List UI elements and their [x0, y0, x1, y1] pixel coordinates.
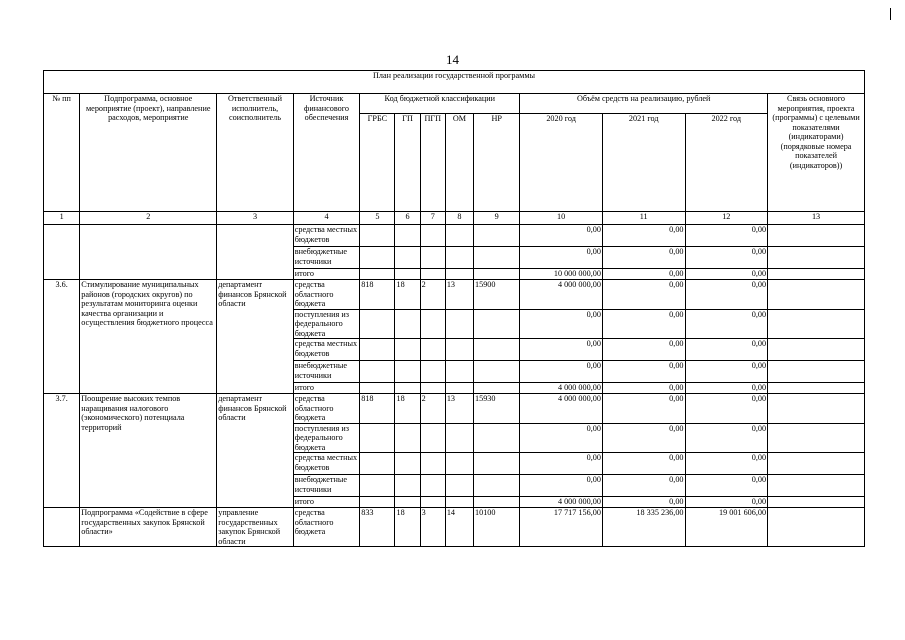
source-cell: внебюджетные источники	[293, 475, 359, 497]
source-cell: поступления из федерального бюджета	[293, 309, 359, 339]
code-pgp-cell: 2	[420, 280, 445, 310]
code-nr-cell	[474, 225, 520, 247]
amount-2020-cell: 4 000 000,00	[520, 497, 603, 508]
code-grbs-cell	[360, 383, 395, 394]
code-pgp-cell: 3	[420, 508, 445, 547]
link-cell	[768, 269, 865, 280]
code-gp-cell	[395, 361, 420, 383]
code-nr-cell	[474, 309, 520, 339]
code-nr-cell	[474, 383, 520, 394]
amount-2022-cell: 0,00	[685, 394, 768, 424]
amount-2021-cell: 0,00	[602, 361, 685, 383]
code-om-cell	[445, 423, 473, 453]
code-gp-cell	[395, 453, 420, 475]
header-year-2022: 2022 год	[685, 114, 768, 212]
code-gp-cell	[395, 475, 420, 497]
source-cell: средства местных бюджетов	[293, 453, 359, 475]
link-cell	[768, 497, 865, 508]
row-responsible: управление государственных закупок Брянской области	[217, 508, 294, 547]
implementation-plan-table	[43, 70, 865, 547]
code-om-cell	[445, 339, 473, 361]
amount-2020-cell: 0,00	[520, 225, 603, 247]
amount-2020-cell: 17 717 156,00	[520, 508, 603, 547]
code-gp-cell	[395, 269, 420, 280]
amount-2022-cell: 0,00	[685, 339, 768, 361]
amount-2022-cell: 0,00	[685, 423, 768, 453]
code-nr-cell	[474, 453, 520, 475]
row-name	[80, 225, 217, 280]
amount-2021-cell: 0,00	[602, 394, 685, 424]
link-cell	[768, 475, 865, 497]
link-cell	[768, 339, 865, 361]
code-grbs-cell: 818	[360, 394, 395, 424]
link-cell	[768, 247, 865, 269]
header-year-2021: 2021 год	[602, 114, 685, 212]
column-number: 13	[768, 212, 865, 225]
code-grbs-cell: 833	[360, 508, 395, 547]
amount-2020-cell: 0,00	[520, 361, 603, 383]
amount-2021-cell: 0,00	[602, 269, 685, 280]
column-number: 6	[395, 212, 420, 225]
source-cell: средства областного бюджета	[293, 280, 359, 310]
table-row	[44, 508, 865, 547]
link-cell	[768, 225, 865, 247]
table-row	[44, 280, 865, 310]
source-cell: итого	[293, 269, 359, 280]
code-grbs-cell	[360, 339, 395, 361]
code-grbs-cell: 818	[360, 280, 395, 310]
code-nr-cell	[474, 269, 520, 280]
link-cell	[768, 361, 865, 383]
amount-2021-cell: 0,00	[602, 339, 685, 361]
code-om-cell	[445, 497, 473, 508]
amount-2022-cell: 0,00	[685, 475, 768, 497]
code-nr-cell: 10100	[474, 508, 520, 547]
code-nr-cell	[474, 475, 520, 497]
code-om-cell	[445, 269, 473, 280]
code-pgp-cell	[420, 383, 445, 394]
page-number: 14	[446, 52, 459, 67]
code-pgp-cell	[420, 497, 445, 508]
column-number: 2	[80, 212, 217, 225]
row-number: 3.7.	[44, 394, 80, 508]
code-grbs-cell	[360, 475, 395, 497]
edge-mark	[890, 8, 891, 20]
link-cell	[768, 309, 865, 339]
column-number: 11	[602, 212, 685, 225]
header-num: № пп	[44, 94, 80, 212]
amount-2021-cell: 0,00	[602, 247, 685, 269]
code-pgp-cell	[420, 423, 445, 453]
row-name: Стимулирование муниципальных районов (городских округов) по результатам мониторинга оценки качества организации и осуществления бюджетного процесса	[80, 280, 217, 394]
header-source: Источник финансового обеспечения	[293, 94, 359, 212]
column-number: 8	[445, 212, 473, 225]
link-cell	[768, 423, 865, 453]
code-grbs-cell	[360, 361, 395, 383]
code-om-cell: 13	[445, 394, 473, 424]
amount-2021-cell: 0,00	[602, 280, 685, 310]
amount-2021-cell: 18 335 236,00	[602, 508, 685, 547]
column-number: 5	[360, 212, 395, 225]
amount-2020-cell: 0,00	[520, 475, 603, 497]
amount-2022-cell: 0,00	[685, 309, 768, 339]
row-number: 3.6.	[44, 280, 80, 394]
amount-2020-cell: 0,00	[520, 339, 603, 361]
code-om-cell	[445, 247, 473, 269]
code-pgp-cell	[420, 309, 445, 339]
code-nr-cell	[474, 361, 520, 383]
header-subprogram: Подпрограмма, основное мероприятие (проект), направление расходов, мероприятие	[80, 94, 217, 212]
code-nr-cell	[474, 497, 520, 508]
link-cell	[768, 280, 865, 310]
code-om-cell: 14	[445, 508, 473, 547]
link-cell	[768, 383, 865, 394]
source-cell: итого	[293, 497, 359, 508]
amount-2021-cell: 0,00	[602, 383, 685, 394]
row-responsible: департамент финансов Брянской области	[217, 394, 294, 508]
amount-2022-cell: 0,00	[685, 497, 768, 508]
source-cell: внебюджетные источники	[293, 247, 359, 269]
amount-2021-cell: 0,00	[602, 497, 685, 508]
column-number: 3	[217, 212, 294, 225]
header-volume: Объём средств на реализацию, рублей	[520, 94, 768, 114]
link-cell	[768, 508, 865, 547]
amount-2022-cell: 0,00	[685, 225, 768, 247]
column-numbers-row	[44, 212, 865, 225]
amount-2021-cell: 0,00	[602, 475, 685, 497]
code-gp-cell: 18	[395, 394, 420, 424]
code-grbs-cell	[360, 497, 395, 508]
code-nr-cell: 15930	[474, 394, 520, 424]
header-code-gp: ГП	[395, 114, 420, 212]
header-code-nr: НР	[474, 114, 520, 212]
source-cell: внебюджетные источники	[293, 361, 359, 383]
header-code-grbs: ГРБС	[360, 114, 395, 212]
code-om-cell	[445, 453, 473, 475]
source-cell: поступления из федерального бюджета	[293, 423, 359, 453]
column-number: 4	[293, 212, 359, 225]
column-number: 10	[520, 212, 603, 225]
column-number: 12	[685, 212, 768, 225]
header-year-2020: 2020 год	[520, 114, 603, 212]
source-cell: средства местных бюджетов	[293, 225, 359, 247]
code-pgp-cell	[420, 247, 445, 269]
source-cell: средства местных бюджетов	[293, 339, 359, 361]
code-grbs-cell	[360, 423, 395, 453]
amount-2022-cell: 19 001 606,00	[685, 508, 768, 547]
code-om-cell	[445, 225, 473, 247]
header-code-pgp: ПГП	[420, 114, 445, 212]
amount-2020-cell: 4 000 000,00	[520, 383, 603, 394]
amount-2020-cell: 0,00	[520, 453, 603, 475]
code-gp-cell	[395, 497, 420, 508]
amount-2020-cell: 0,00	[520, 247, 603, 269]
code-pgp-cell	[420, 269, 445, 280]
source-cell: средства областного бюджета	[293, 508, 359, 547]
table-row	[44, 394, 865, 424]
plan-title: План реализации государственной программы	[44, 71, 865, 94]
code-grbs-cell	[360, 225, 395, 247]
code-pgp-cell	[420, 453, 445, 475]
code-om-cell	[445, 475, 473, 497]
amount-2021-cell: 0,00	[602, 309, 685, 339]
code-gp-cell	[395, 423, 420, 453]
row-name: Подпрограмма «Содействие в сфере государственных закупок Брянской области»	[80, 508, 217, 547]
link-cell	[768, 453, 865, 475]
code-nr-cell: 15900	[474, 280, 520, 310]
header-budget-code: Код бюджетной классификации	[360, 94, 520, 114]
amount-2020-cell: 4 000 000,00	[520, 394, 603, 424]
amount-2022-cell: 0,00	[685, 361, 768, 383]
code-grbs-cell	[360, 309, 395, 339]
amount-2021-cell: 0,00	[602, 225, 685, 247]
amount-2022-cell: 0,00	[685, 383, 768, 394]
row-number	[44, 225, 80, 280]
column-number: 7	[420, 212, 445, 225]
code-om-cell	[445, 361, 473, 383]
code-pgp-cell	[420, 339, 445, 361]
code-om-cell	[445, 383, 473, 394]
amount-2020-cell: 0,00	[520, 423, 603, 453]
amount-2021-cell: 0,00	[602, 453, 685, 475]
amount-2022-cell: 0,00	[685, 280, 768, 310]
amount-2020-cell: 4 000 000,00	[520, 280, 603, 310]
code-pgp-cell	[420, 361, 445, 383]
header-link: Связь основного мероприятия, проекта (программы) с целевыми показателями (индикаторами) (порядковые номера показателей (индикаторов))	[768, 94, 865, 212]
code-nr-cell	[474, 247, 520, 269]
amount-2022-cell: 0,00	[685, 247, 768, 269]
code-pgp-cell	[420, 225, 445, 247]
source-cell: средства областного бюджета	[293, 394, 359, 424]
code-pgp-cell: 2	[420, 394, 445, 424]
code-gp-cell	[395, 383, 420, 394]
code-grbs-cell	[360, 453, 395, 475]
code-grbs-cell	[360, 247, 395, 269]
code-gp-cell	[395, 309, 420, 339]
header-code-om: ОМ	[445, 114, 473, 212]
code-gp-cell	[395, 339, 420, 361]
column-number: 1	[44, 212, 80, 225]
header-responsible: Ответственный исполнитель, соисполнитель	[217, 94, 294, 212]
code-grbs-cell	[360, 269, 395, 280]
code-gp-cell	[395, 225, 420, 247]
amount-2020-cell: 0,00	[520, 309, 603, 339]
row-responsible: департамент финансов Брянской области	[217, 280, 294, 394]
code-gp-cell	[395, 247, 420, 269]
amount-2021-cell: 0,00	[602, 423, 685, 453]
code-gp-cell: 18	[395, 508, 420, 547]
column-number: 9	[474, 212, 520, 225]
table-row	[44, 225, 865, 247]
code-gp-cell: 18	[395, 280, 420, 310]
amount-2022-cell: 0,00	[685, 269, 768, 280]
amount-2020-cell: 10 000 000,00	[520, 269, 603, 280]
source-cell: итого	[293, 383, 359, 394]
amount-2022-cell: 0,00	[685, 453, 768, 475]
row-name: Поощрение высоких темпов наращивания налогового (экономического) потенциала территорий	[80, 394, 217, 508]
code-nr-cell	[474, 423, 520, 453]
link-cell	[768, 394, 865, 424]
code-nr-cell	[474, 339, 520, 361]
code-pgp-cell	[420, 475, 445, 497]
code-om-cell: 13	[445, 280, 473, 310]
code-om-cell	[445, 309, 473, 339]
row-responsible	[217, 225, 294, 280]
row-number	[44, 508, 80, 547]
